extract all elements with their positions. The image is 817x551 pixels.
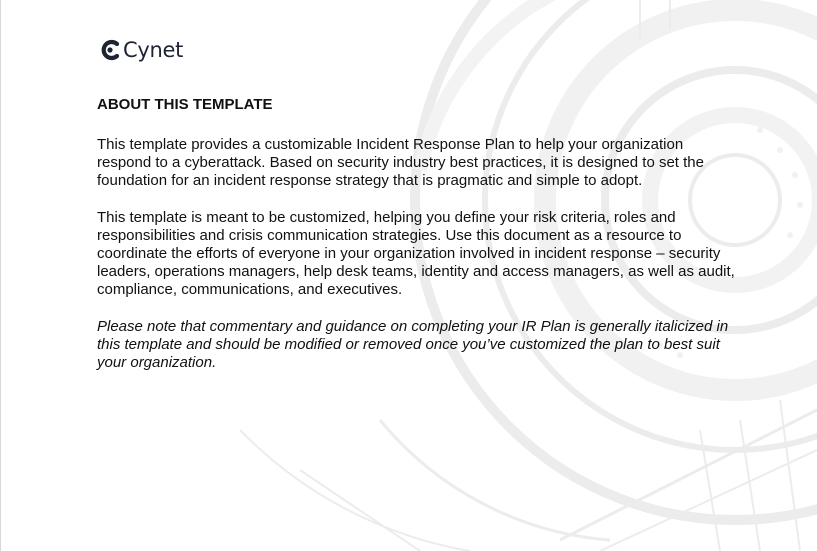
section-heading: ABOUT THIS TEMPLATE — [97, 96, 273, 113]
intro-paragraph: This template provides a customizable Incident Response Plan to help your organization respond to a cyberattack. Based on security industry best practices, it is designed to set the foundation for an incident response strategy that is pragmatic and simple to adopt. — [97, 136, 704, 190]
cynet-logo-mark-icon — [100, 39, 122, 61]
guidance-note-paragraph: Please note that commentary and guidance on completing your IR Plan is generally italicized in this template and should be modified or removed once you’ve customized the plan to best suit your organization. — [97, 317, 729, 372]
logo-wordmark: Cynet — [123, 38, 184, 62]
cynet-logo — [100, 36, 183, 64]
customization-paragraph: This template is meant to be customized, helping you define your risk criteria, roles and responsibilities and crisis communication strategies. Use this document as a resource to coordinate the efforts of everyone in your organization involved in incident response – security leaders, operations managers, help desk teams, identity and access managers, as well as audit, compliance, communications, and executives. — [97, 208, 735, 299]
document-body — [97, 96, 737, 390]
